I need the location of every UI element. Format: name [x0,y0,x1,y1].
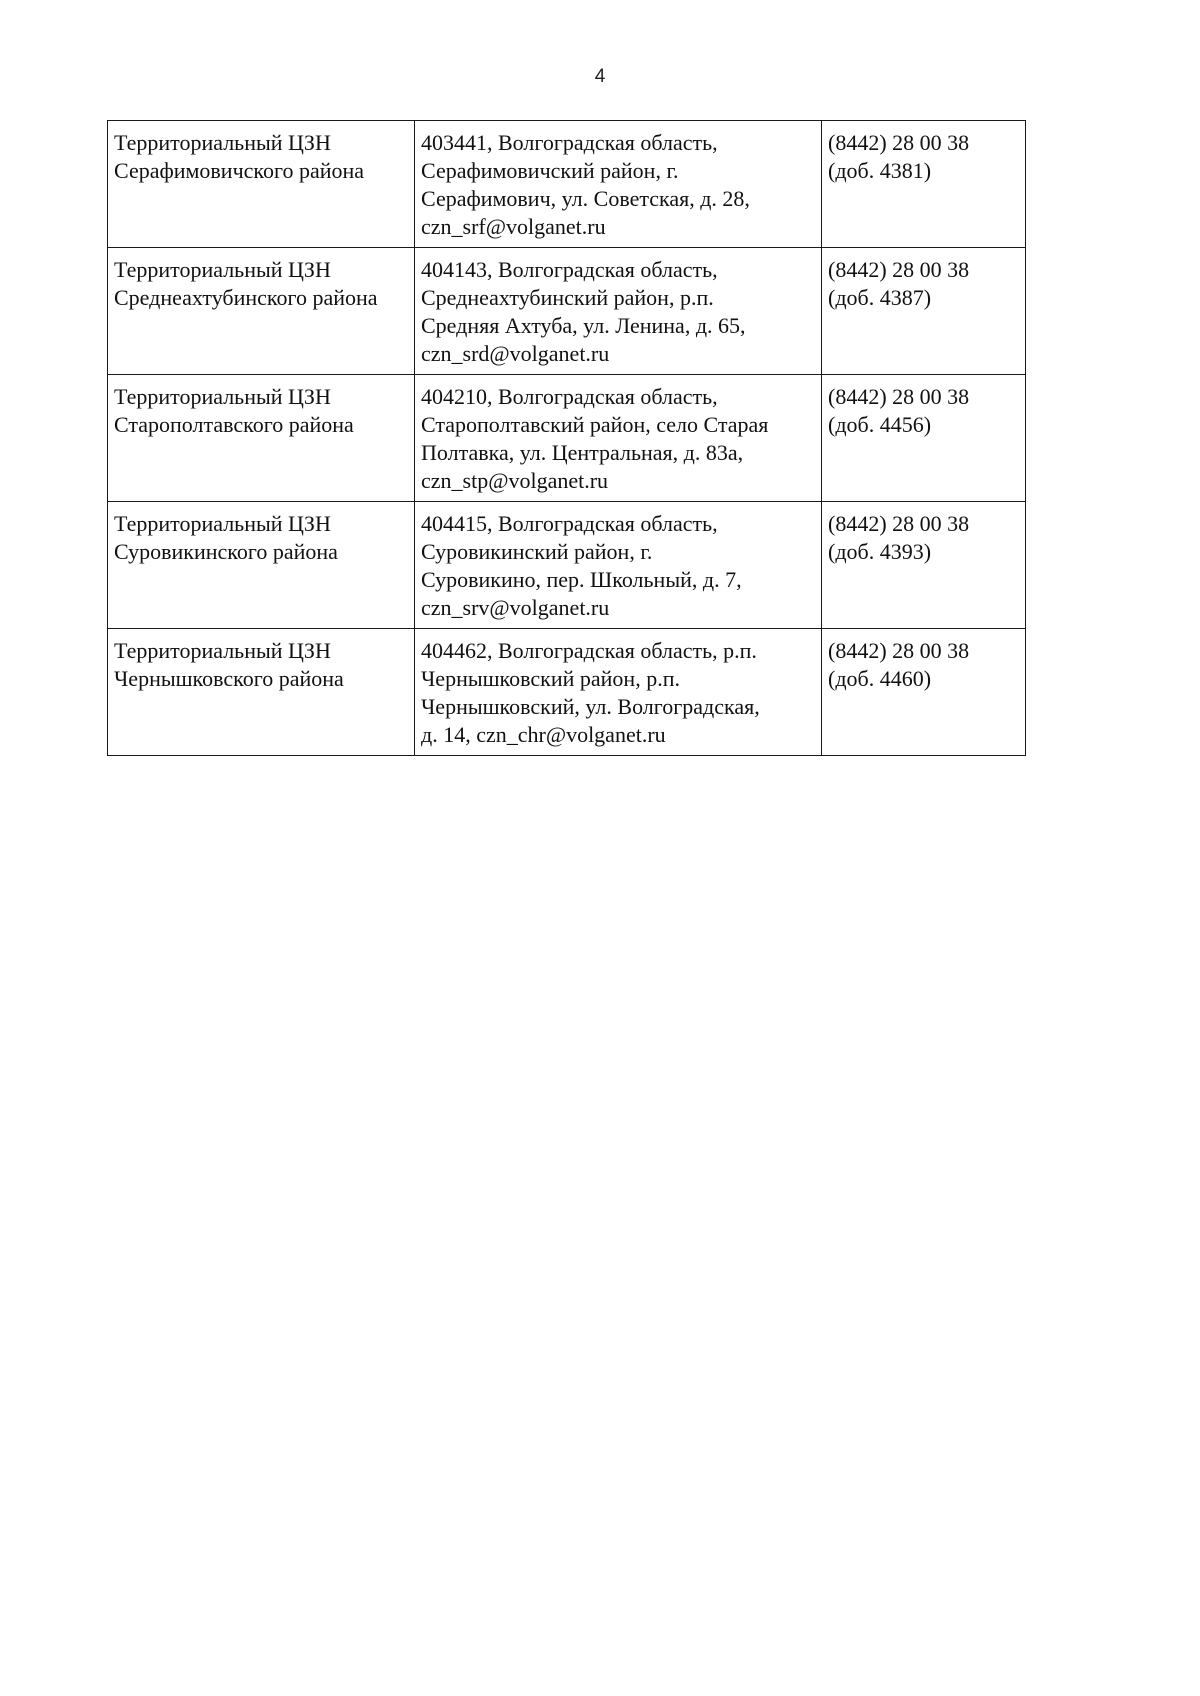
office-name-line: Территориальный ЦЗН [114,257,331,282]
table-row [108,502,1026,629]
office-phone: (8442) 28 00 38 [828,384,970,409]
office-name-line: Территориальный ЦЗН [114,384,331,409]
office-address-cell [415,629,822,756]
office-name-cell [108,502,415,629]
office-phone: (8442) 28 00 38 [828,511,970,536]
office-phone-cell [822,375,1026,502]
office-phone-extension: (доб. 4381) [828,158,932,183]
office-phone-cell [822,629,1026,756]
office-email: czn_stp@volganet.ru [421,468,609,493]
office-address-line: Старополтавский район, село Старая [421,412,769,437]
office-email: czn_srf@volganet.ru [421,214,606,239]
office-name-line: Территориальный ЦЗН [114,511,331,536]
table-row [108,121,1026,248]
office-address-line: Чернышковский, ул. Волгоградская, [421,694,760,719]
page-number: 4 [594,66,606,87]
office-address-line: Серафимовичский район, г. [421,158,679,183]
office-phone-extension: (доб. 4460) [828,666,932,691]
office-address-line: 404210, Волгоградская область, [421,384,718,409]
office-phone-extension: (доб. 4456) [828,412,932,437]
office-phone: (8442) 28 00 38 [828,638,970,663]
office-name-line: Старополтавского района [114,412,354,437]
office-name-line: Серафимовичского района [114,158,365,183]
office-phone-extension: (доб. 4387) [828,285,932,310]
office-name-cell [108,121,415,248]
table-row [108,629,1026,756]
office-address-cell [415,248,822,375]
office-address-line: 404462, Волгоградская область, р.п. [421,638,757,663]
office-name-line: Суровикинского района [114,539,338,564]
office-email: д. 14, czn_chr@volganet.ru [421,722,666,747]
office-phone-cell [822,121,1026,248]
office-email: czn_srd@volganet.ru [421,341,610,366]
office-address-cell [415,502,822,629]
office-address-line: Суровикино, пер. Школьный, д. 7, [421,567,742,592]
office-address-line: 403441, Волгоградская область, [421,130,718,155]
office-email: czn_srv@volganet.ru [421,595,610,620]
office-address-cell [415,375,822,502]
office-address-line: 404143, Волгоградская область, [421,257,718,282]
office-phone: (8442) 28 00 38 [828,130,970,155]
office-address-line: Полтавка, ул. Центральная, д. 83а, [421,440,744,465]
office-address-line: Средняя Ахтуба, ул. Ленина, д. 65, [421,313,746,338]
office-address-line: 404415, Волгоградская область, [421,511,718,536]
office-phone-cell [822,248,1026,375]
office-name-cell [108,629,415,756]
office-phone: (8442) 28 00 38 [828,257,970,282]
office-address-cell [415,121,822,248]
office-address-line: Серафимович, ул. Советская, д. 28, [421,186,750,211]
office-name-line: Среднеахтубинского района [114,285,378,310]
office-name-line: Территориальный ЦЗН [114,130,331,155]
office-name-cell [108,248,415,375]
office-address-line: Чернышковский район, р.п. [421,666,680,691]
offices-table [107,120,1026,756]
office-name-line: Чернышковского района [114,666,344,691]
table-row [108,375,1026,502]
office-address-line: Среднеахтубинский район, р.п. [421,285,714,310]
table-row [108,248,1026,375]
office-address-line: Суровикинский район, г. [421,539,653,564]
office-phone-cell [822,502,1026,629]
office-name-cell [108,375,415,502]
office-name-line: Территориальный ЦЗН [114,638,331,663]
office-phone-extension: (доб. 4393) [828,539,932,564]
